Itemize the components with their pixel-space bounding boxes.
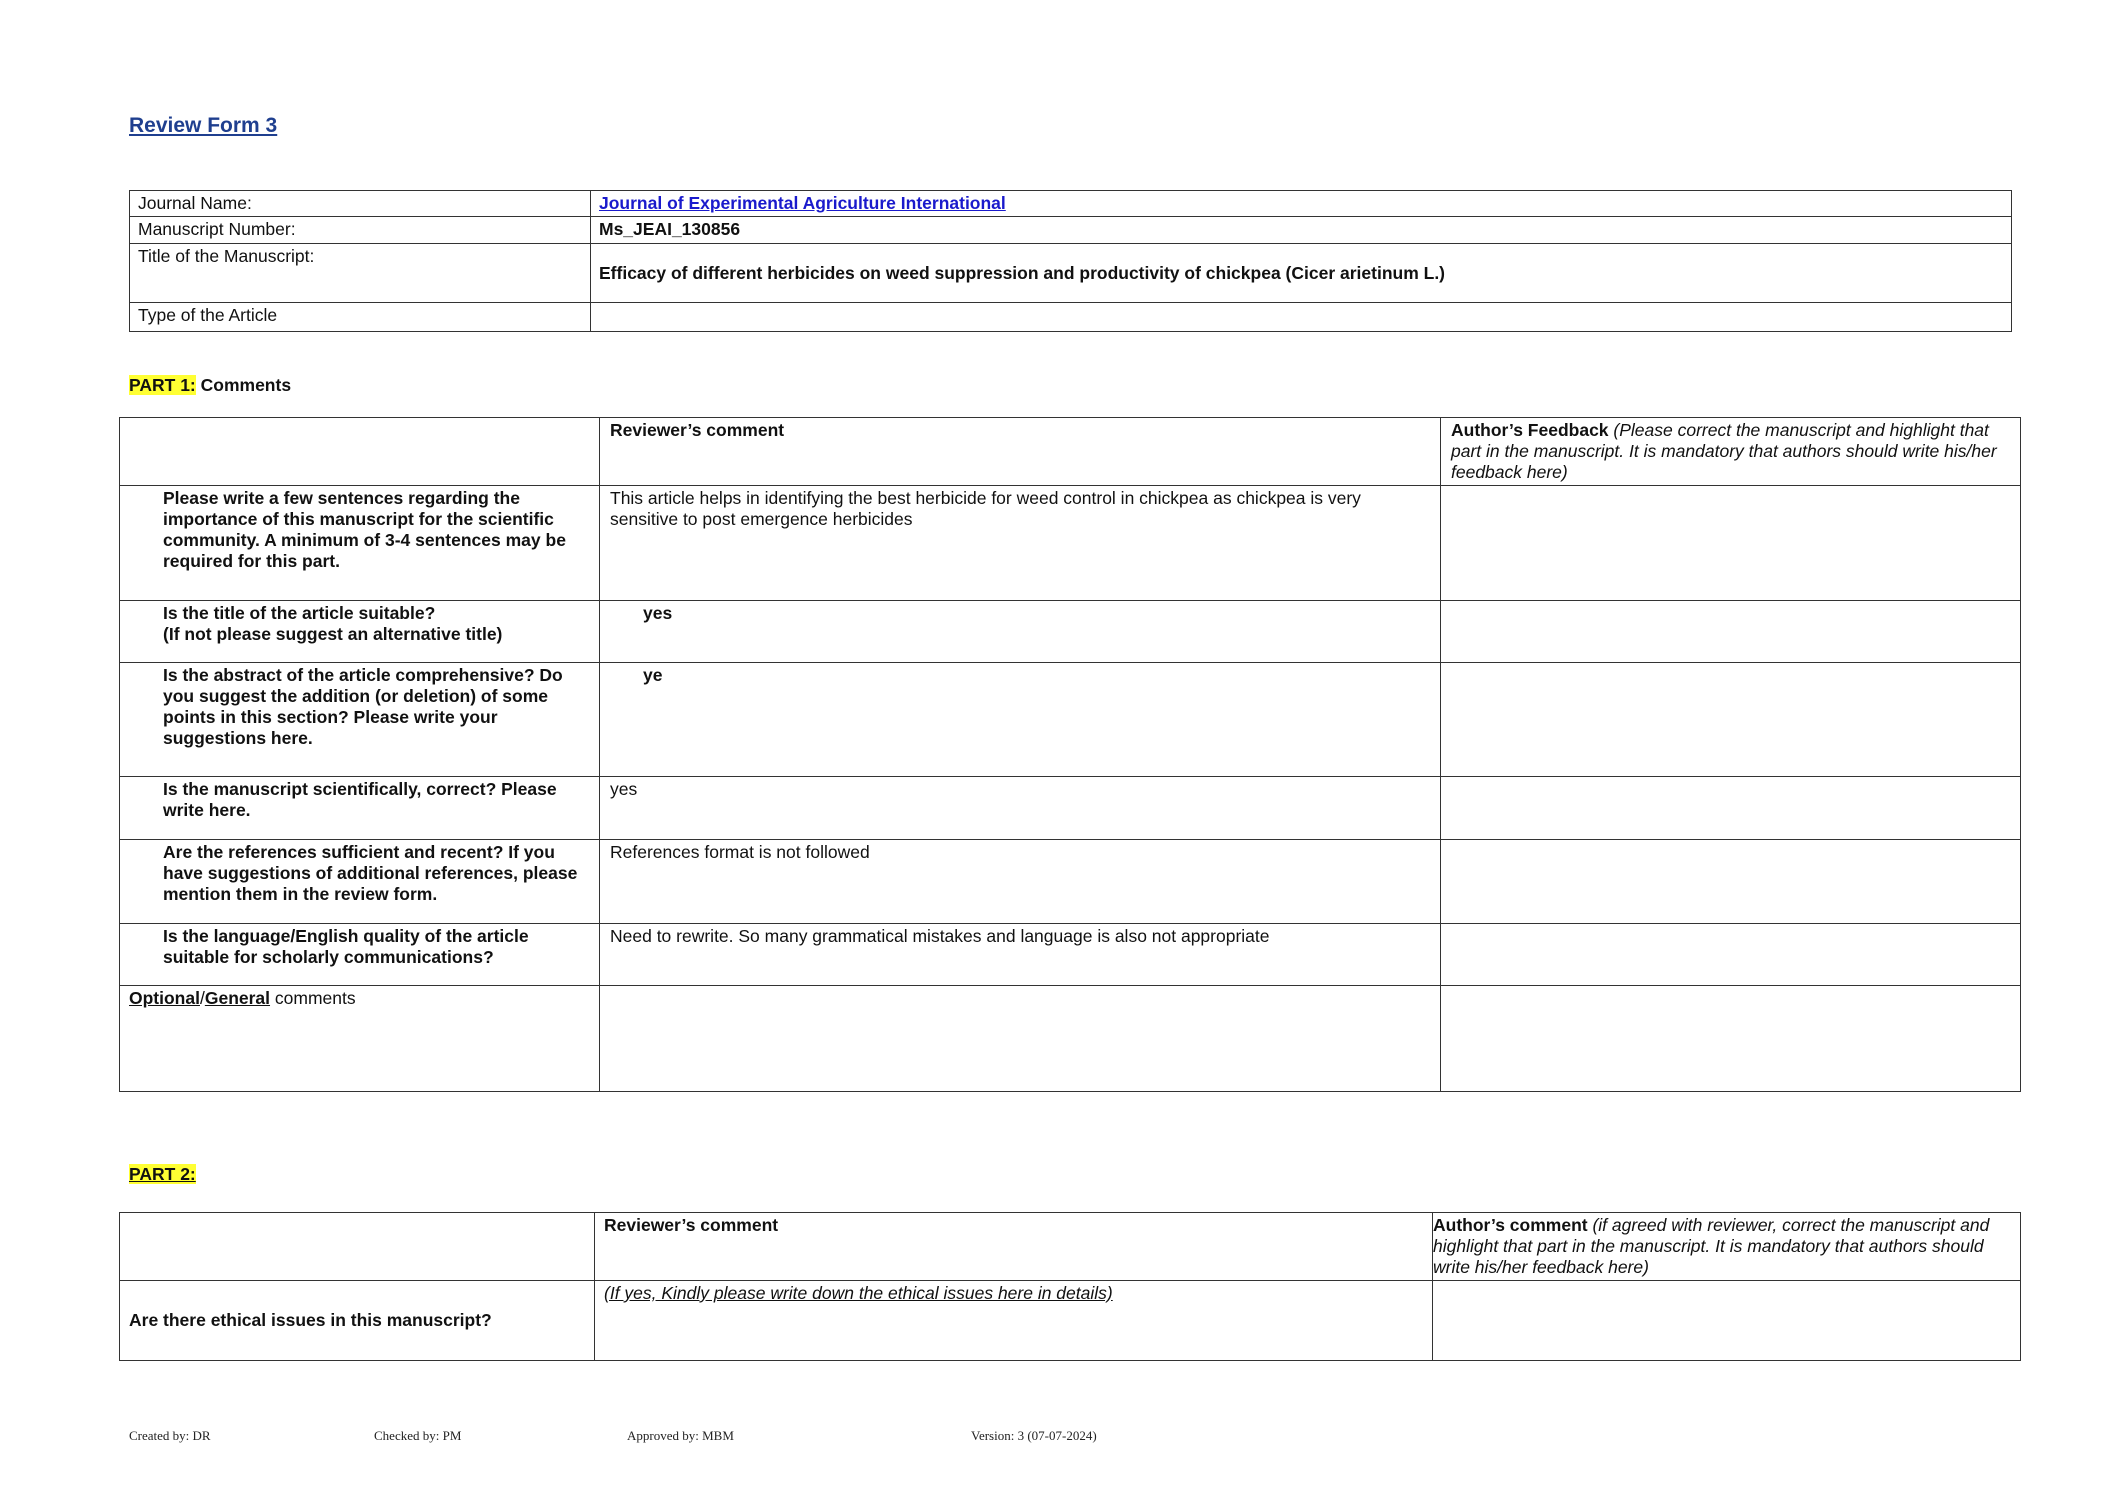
question-ethics: Are there ethical issues in this manuscript? bbox=[120, 1281, 595, 1361]
journal-label: Journal Name: bbox=[130, 191, 591, 217]
author-feedback-language[interactable] bbox=[1441, 924, 2021, 986]
manuscript-number-value: Ms_JEAI_130856 bbox=[591, 217, 2012, 244]
part1-heading-text: Comments bbox=[195, 375, 292, 395]
footer-approved-by: Approved by: MBM bbox=[627, 1428, 734, 1443]
article-type-value[interactable] bbox=[591, 303, 2012, 332]
part1-author-header bbox=[1441, 418, 2021, 486]
footer-created-by: Created by: DR bbox=[129, 1428, 211, 1443]
question-scientific: Is the manuscript scientifically, correct? Please write here. bbox=[120, 777, 600, 840]
optional-label: Optional bbox=[129, 988, 200, 1008]
reviewer-comment-importance[interactable]: This article helps in identifying the best herbicide for weed control in chickpea as chickpea is very sensitive to post emergence herbicides bbox=[600, 486, 1441, 601]
part2-header-row bbox=[120, 1213, 2021, 1281]
question-title-line1: Is the title of the article suitable? bbox=[163, 603, 436, 623]
part1-header-row bbox=[120, 418, 2021, 486]
reviewer-optional-comment[interactable] bbox=[600, 986, 1441, 1092]
part2-author-header bbox=[1433, 1213, 2021, 1281]
optional-general-label bbox=[120, 986, 600, 1092]
manuscript-title-label: Title of the Manuscript: bbox=[130, 244, 591, 303]
reviewer-comment-language[interactable]: Need to rewrite. So many grammatical mistakes and language is also not appropriate bbox=[600, 924, 1441, 986]
reviewer-comment-references[interactable]: References format is not followed bbox=[600, 840, 1441, 924]
author-feedback-abstract[interactable] bbox=[1441, 663, 2021, 777]
manuscript-number-label: Manuscript Number: bbox=[130, 217, 591, 244]
author-comment-label: Author’s comment bbox=[1433, 1215, 1588, 1235]
question-title-suitable bbox=[120, 601, 600, 663]
manuscript-number-row bbox=[130, 217, 2012, 244]
footer-version: Version: 3 (07-07-2024) bbox=[971, 1428, 1097, 1443]
reviewer-comment-abstract[interactable]: ye bbox=[600, 663, 1441, 777]
part2-header-blank bbox=[120, 1213, 595, 1281]
author-comment-ethics[interactable] bbox=[1433, 1281, 2021, 1361]
part2-ethics-table bbox=[119, 1212, 2021, 1361]
general-label: General bbox=[204, 988, 271, 1008]
journal-value-cell bbox=[591, 191, 2012, 217]
reviewer-comment-title[interactable]: yes bbox=[600, 601, 1441, 663]
author-feedback-importance[interactable] bbox=[1441, 486, 2021, 601]
question-abstract: Is the abstract of the article comprehensive? Do you suggest the addition (or deletion) of some points in this section? Please write your suggestions here. bbox=[120, 663, 600, 777]
manuscript-title-value: Efficacy of different herbicides on weed suppression and productivity of chickpea (Cicer arietinum L.) bbox=[591, 244, 2012, 303]
author-feedback-scientific[interactable] bbox=[1441, 777, 2021, 840]
manuscript-info-table bbox=[129, 190, 2012, 332]
author-feedback-instructions: (Please correct the manuscript and highlight that part in the manuscript. It is mandatory that authors should write his/her feedback here) bbox=[1451, 420, 1997, 482]
article-type-row bbox=[130, 303, 2012, 332]
part1-tag: PART 1: bbox=[129, 375, 196, 395]
part1-header-blank bbox=[120, 418, 600, 486]
form-title: Review Form 3 bbox=[129, 114, 278, 137]
table-row bbox=[120, 924, 2021, 986]
journal-row bbox=[130, 191, 2012, 217]
footer-checked-by: Checked by: PM bbox=[374, 1428, 462, 1443]
question-language: Is the language/English quality of the article suitable for scholarly communications? bbox=[120, 924, 600, 986]
author-comment-instructions: (if agreed with reviewer, correct the manuscript and highlight that part in the manuscript. It is mandatory that authors should write his/her feedback here) bbox=[1433, 1215, 1990, 1277]
optional-comments-row bbox=[120, 986, 2021, 1092]
table-row bbox=[120, 601, 2021, 663]
question-importance: Please write a few sentences regarding the importance of this manuscript for the scientific community. A minimum of 3-4 sentences may be required for this part. bbox=[120, 486, 600, 601]
table-row bbox=[120, 840, 2021, 924]
question-title-line2: (If not please suggest an alternative title) bbox=[163, 624, 503, 644]
question-references: Are the references sufficient and recent? If you have suggestions of additional references, please mention them in the review form. bbox=[120, 840, 600, 924]
journal-link[interactable]: Journal of Experimental Agriculture International bbox=[599, 193, 1006, 213]
ethics-row bbox=[120, 1281, 2021, 1361]
author-feedback-label: Author’s Feedback bbox=[1451, 420, 1609, 440]
author-feedback-title[interactable] bbox=[1441, 601, 2021, 663]
part2-heading bbox=[129, 1164, 196, 1185]
table-row bbox=[120, 486, 2021, 601]
part2-reviewer-header: Reviewer’s comment bbox=[595, 1213, 1433, 1281]
author-feedback-references[interactable] bbox=[1441, 840, 2021, 924]
part1-reviewer-header: Reviewer’s comment bbox=[600, 418, 1441, 486]
article-type-label: Type of the Article bbox=[130, 303, 591, 332]
table-row bbox=[120, 777, 2021, 840]
reviewer-comment-ethics[interactable]: (If yes, Kindly please write down the ethical issues here in details) bbox=[595, 1281, 1433, 1361]
comments-label: comments bbox=[270, 988, 356, 1008]
reviewer-comment-scientific[interactable]: yes bbox=[600, 777, 1441, 840]
table-row bbox=[120, 663, 2021, 777]
author-optional-feedback[interactable] bbox=[1441, 986, 2021, 1092]
part1-heading bbox=[129, 375, 291, 396]
manuscript-title-row bbox=[130, 244, 2012, 303]
optional-slash: / bbox=[199, 988, 205, 1008]
part2-tag: PART 2: bbox=[129, 1164, 196, 1184]
part1-comments-table bbox=[119, 417, 2021, 1092]
